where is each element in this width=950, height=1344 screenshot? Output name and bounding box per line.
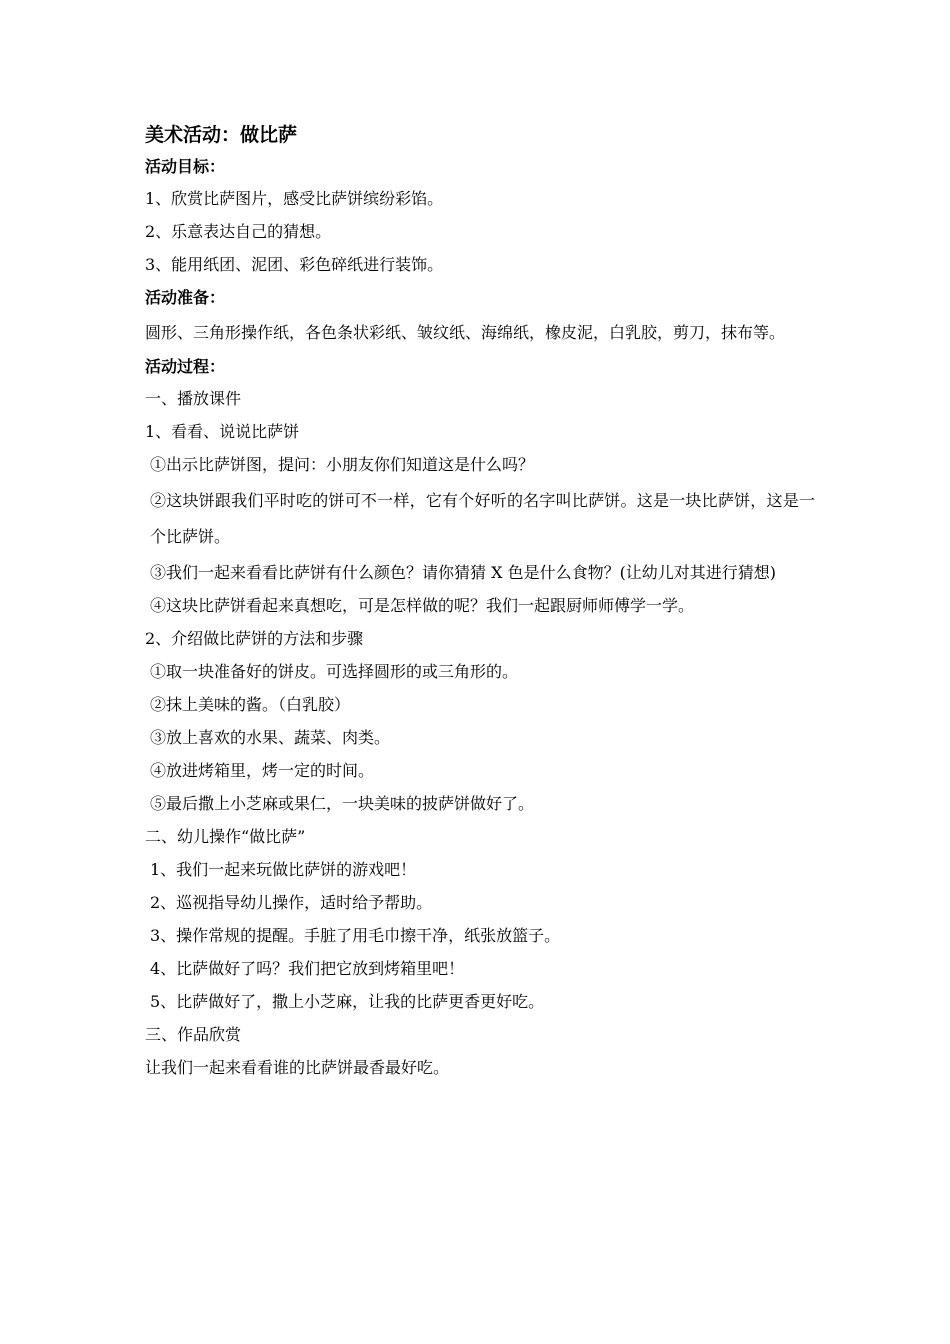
step1-title: 1、看看、说说比萨饼 (145, 422, 300, 441)
process-heading: 活动过程： (145, 357, 226, 376)
part2-item: 5、比萨做好了，撒上小芝麻，让我的比萨更香更好吃。 (150, 992, 545, 1011)
step2-item: ③放上喜欢的水果、蔬菜、肉类。 (150, 728, 391, 747)
prep-text: 圆形、三角形操作纸，各色条状彩纸、皱纹纸、海绵纸，橡皮泥，白乳胶，剪刀，抹布等。 (145, 323, 786, 342)
goals-heading: 活动目标： (145, 157, 226, 176)
step2-item: ①取一块准备好的饼皮。可选择圆形的或三角形的。 (150, 662, 519, 681)
step2-item: ④放进烤箱里，烤一定的时间。 (150, 761, 375, 780)
step1-item: ①出示比萨饼图，提问：小朋友你们知道这是什么吗？ (150, 455, 535, 474)
goal-item: 2、乐意表达自己的猜想。 (145, 222, 332, 241)
part2-item: 2、巡视指导幼儿操作，适时给予帮助。 (150, 893, 433, 912)
prep-heading: 活动准备： (145, 288, 226, 307)
step2-item: ②抹上美味的酱。（白乳胶） (150, 695, 351, 714)
part2-item: 1、我们一起来玩做比萨饼的游戏吧！ (150, 860, 417, 879)
part2-item: 4、比萨做好了吗？我们把它放到烤箱里吧！ (150, 959, 465, 978)
step2-title: 2、介绍做比萨饼的方法和步骤 (145, 629, 364, 648)
step1-item: ②这块饼跟我们平时吃的饼可不一样，它有个好听的名字叫比萨饼。这是一块比萨饼，这是一个比萨饼。 (150, 491, 815, 546)
step1-item: ④这块比萨饼看起来真想吃，可是怎样做的呢？我们一起跟厨师师傅学一学。 (150, 596, 695, 615)
part3-title: 三、作品欣赏 (145, 1025, 242, 1044)
part1-title: 一、播放课件 (145, 389, 242, 408)
document-page (145, 120, 815, 1088)
part3-text: 让我们一起来看看谁的比萨饼最香最好吃。 (145, 1058, 450, 1077)
document-title: 美术活动：做比萨 (145, 124, 298, 146)
part2-title: 二、幼儿操作“做比萨” (145, 827, 306, 846)
step2-item: ⑤最后撒上小芝麻或果仁，一块美味的披萨饼做好了。 (150, 794, 535, 813)
goal-item: 1、欣赏比萨图片，感受比萨饼缤纷彩馅。 (145, 189, 444, 208)
step1-item: ③我们一起来看看比萨饼有什么颜色？请你猜猜 X 色是什么食物？(让幼儿对其进行猜想) (150, 563, 777, 582)
goal-item: 3、能用纸团、泥团、彩色碎纸进行装饰。 (145, 255, 444, 274)
part2-item: 3、操作常规的提醒。手脏了用毛巾擦干净，纸张放篮子。 (150, 926, 561, 945)
